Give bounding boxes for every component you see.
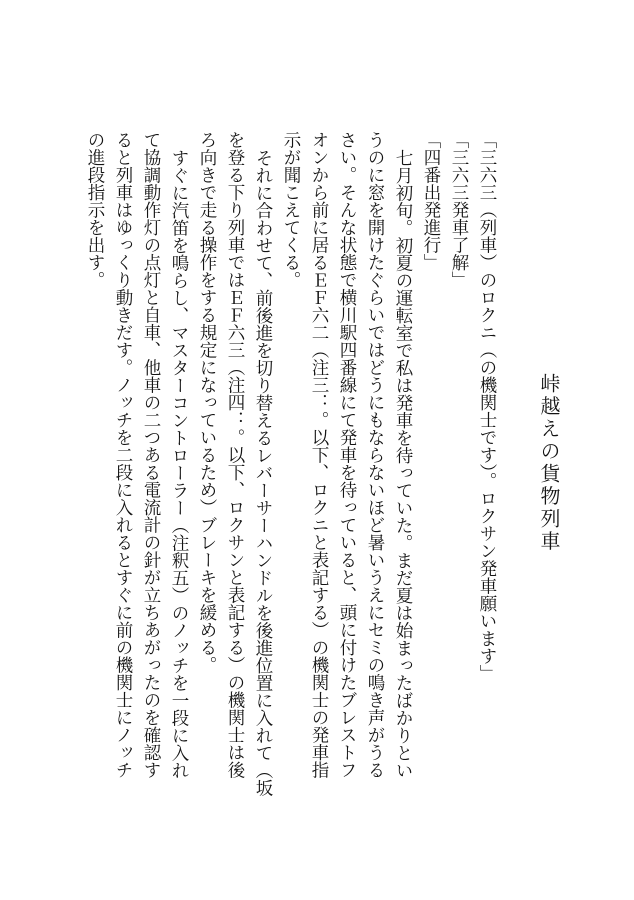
text-line: 「三六三（列車）のロクニ（の機関士です）。ロクサン発車願います」 [477,131,497,683]
narrative-paragraph [81,131,193,803]
text-line: て協調動作灯の点灯と自車、他車の二つある電流計の針が立ちあがったのを確認す [141,131,161,779]
dialogue-paragraph [445,131,473,803]
text-line: オンから前に居るＥＦ六二（注三：。以下、ロクニと表記する）の機関士の発車指 [309,131,329,779]
text-line: の進段指示を出す。 [85,131,105,289]
text-line: 「四番出発進行」 [421,131,441,271]
text-line: すぐに汽笛を鳴らし、マスターコントローラー（注釈五）のノッチを一段に入れ [169,148,189,779]
narrative-paragraph [193,131,277,803]
text-line: 七月初旬。初夏の運転室で私は発車を待っていた。まだ夏は始まったばかりとい [393,148,413,779]
text-line: それに合わせて、前後進を切り替えるレバーサーハンドルを後進位置に入れて（坂 [253,148,273,796]
narrative-paragraph [277,131,417,803]
text-line: 「三六三発車了解」 [449,131,469,289]
text-line: 示が聞こえてくる。 [281,131,301,289]
body-text [81,131,501,803]
dialogue-paragraph [473,131,501,803]
text-line: さい。そんな状態で横川駅四番線にて発車を待っていると、頭に付けたブレストフ [337,131,357,779]
text-line: を登る下り列車ではＥＦ六三（注四：。以下、ロクサンと表記する）の機関士は後 [225,131,245,779]
text-line: ろ向きで走る操作をする規定になっているため）ブレーキを緩める。 [197,131,217,674]
text-line: うのに窓を開けたぐらいではどうにもならないほど暑いうえにセミの鳴き声がうる [365,131,385,779]
dialogue-paragraph [417,131,445,803]
chapter-title: 峠越えの貨物列車 [537,373,561,553]
text-line: ると列車はゆっくり動きだす。ノッチを二段に入れるとすぐに前の機関士にノッチ [113,131,133,779]
